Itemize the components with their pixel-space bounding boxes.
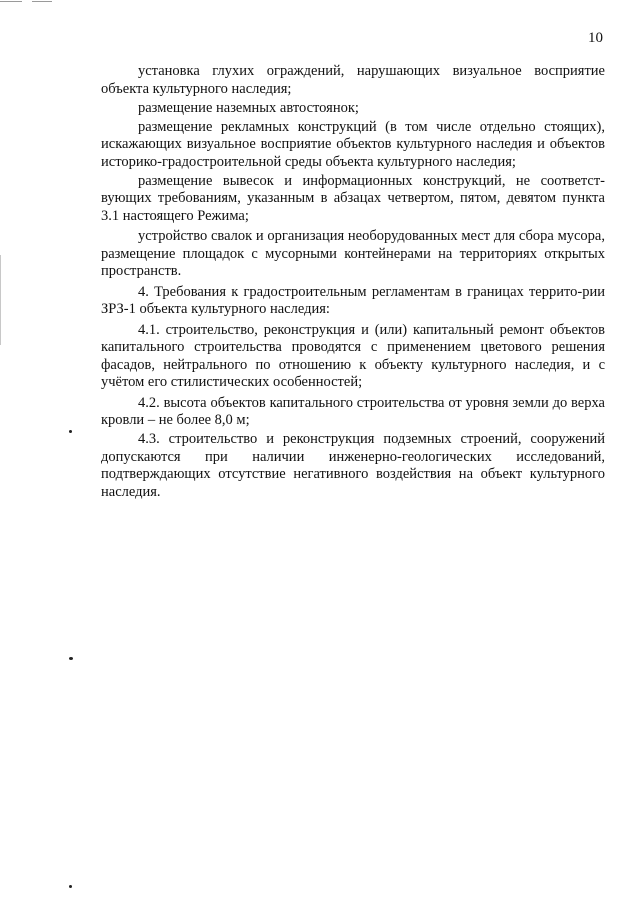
paragraph-fences: установка глухих ограждений, нарушающих визуальное восприятие объекта культурного наследия; xyxy=(101,63,605,97)
paragraph-4-3: 4.3. строительство и реконструкция подземных строений, сооружений допускаются при наличии инженерно-геологических исследований, подтверждающих отсутствие негативного воздействия на объект культурного наследия. xyxy=(101,431,605,500)
paragraph-4-1: 4.1. строительство, реконструкция и (или) капитальный ремонт объектов капитального строительства проводятся с применением цветового решения фасадов, нейтрального по отношению к объекту культурного наследия, и с учётом его стилистических особенностей; xyxy=(101,321,605,390)
scan-edge-strokes xyxy=(0,0,640,4)
page-number: 10 xyxy=(588,30,603,46)
scan-dot-mark xyxy=(69,430,72,433)
document-body xyxy=(101,63,605,503)
scan-dot-mark xyxy=(69,885,72,888)
paragraph-section-4: 4. Требования к градостроительным регламентам в границах террито-рии ЗРЗ-1 объекта культурного наследия: xyxy=(101,283,605,317)
paragraph-advertising: размещение рекламных конструкций (в том числе отдельно стоящих), искажающих визуальное восприятие объектов культурного наследия и объектов историко-градостроительной среды объекта культурного наследия; xyxy=(101,118,605,170)
scan-edge-line xyxy=(0,255,1,345)
scan-dot-mark xyxy=(69,657,73,660)
paragraph-4-2: 4.2. высота объектов капитального строительства от уровня земли до верха кровли – не более 8,0 м; xyxy=(101,394,605,428)
paragraph-dumps: устройство свалок и организация необорудованных мест для сбора мусора, размещение площадок с мусорными контейнерами на территориях открытых пространств. xyxy=(101,228,605,279)
paragraph-parking: размещение наземных автостоянок; xyxy=(138,99,359,116)
paragraph-signs: размещение вывесок и информационных конструкций, не соответст-вующих требованиям, указанным в абзацах четвертом, пятом, девятом пункта 3.1 настоящего Режима; xyxy=(101,172,605,224)
